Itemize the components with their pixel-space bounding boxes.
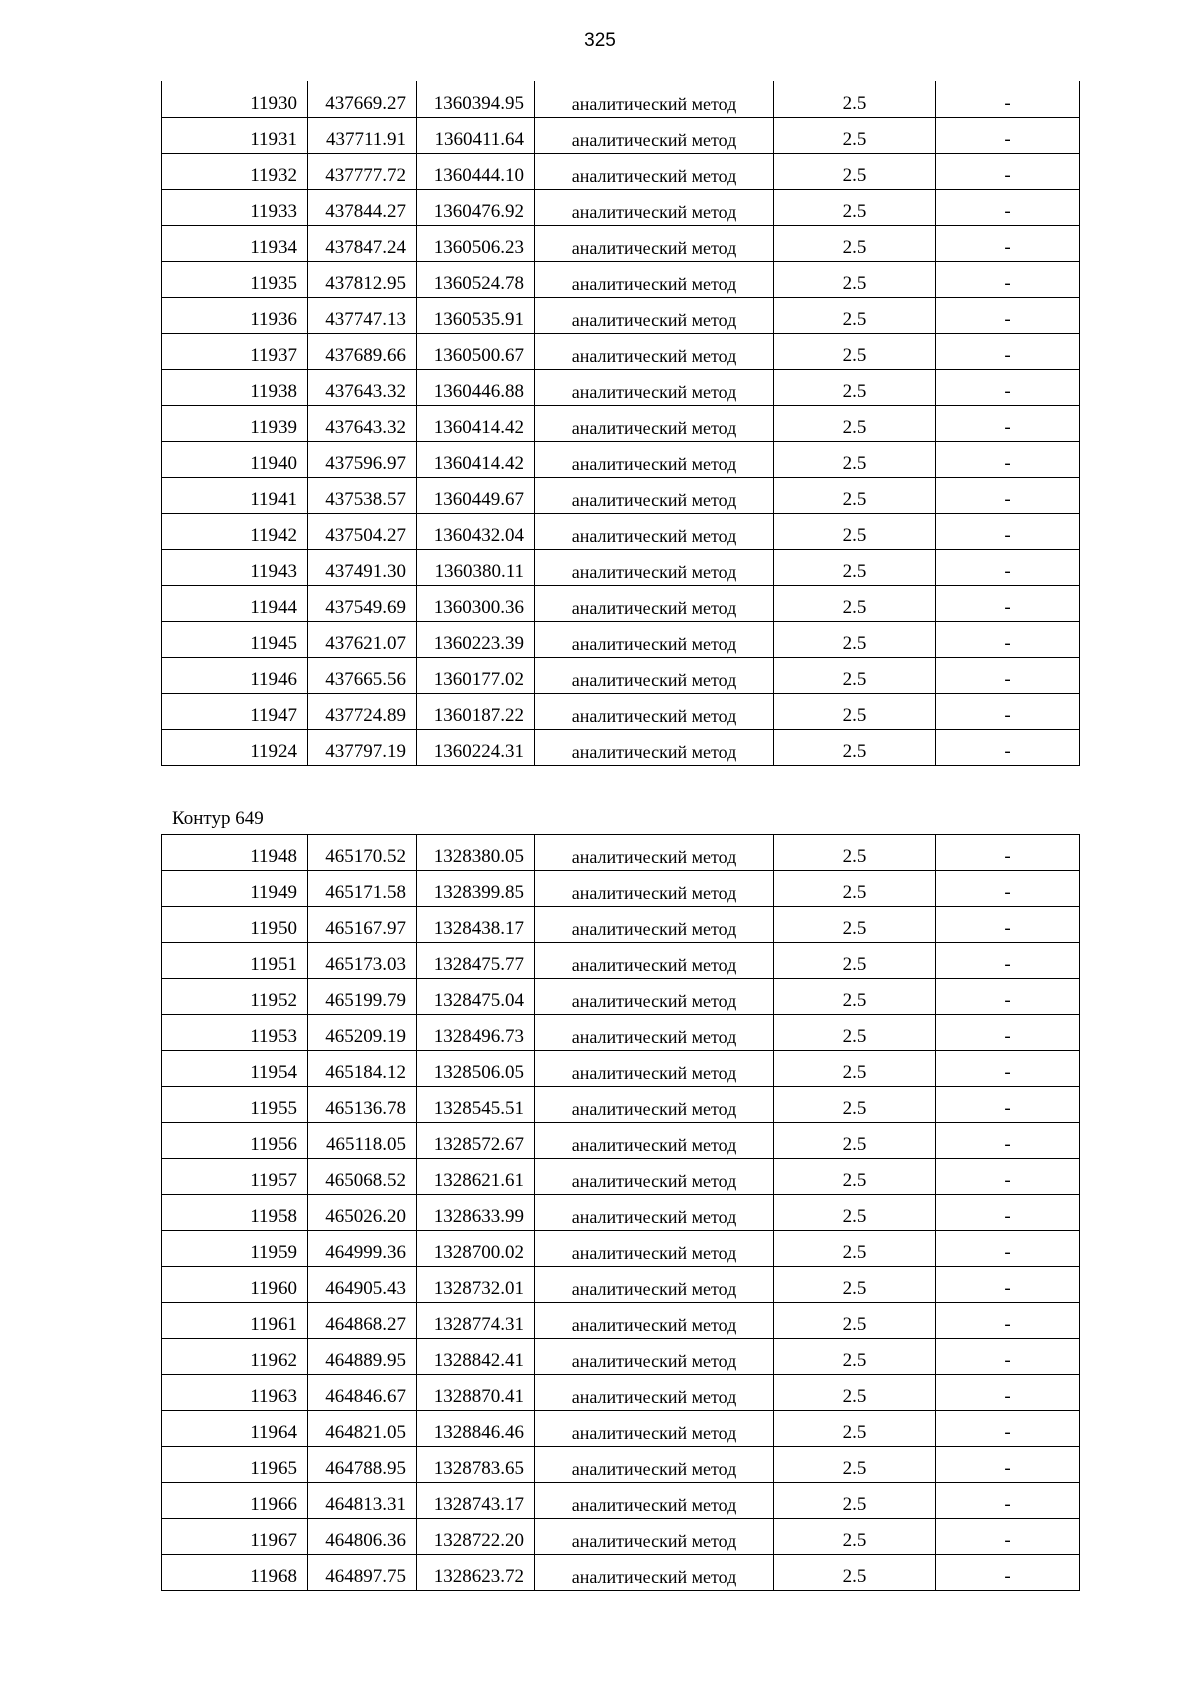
description-cell: -	[936, 943, 1080, 979]
table-row	[162, 1411, 1080, 1447]
table-row	[162, 333, 1080, 369]
x-coordinate-cell: 465118.05	[308, 1123, 417, 1159]
table-row	[162, 1447, 1080, 1483]
point-number-cell: 11938	[162, 369, 308, 405]
table-row	[162, 117, 1080, 153]
y-coordinate-cell: 1360394.95	[417, 81, 535, 117]
x-coordinate-cell: 437747.13	[308, 297, 417, 333]
x-coordinate-cell: 437724.89	[308, 693, 417, 729]
method-cell: аналитический метод	[535, 297, 774, 333]
accuracy-cell: 2.5	[774, 1015, 936, 1051]
y-coordinate-cell: 1360476.92	[417, 189, 535, 225]
y-coordinate-cell: 1328496.73	[417, 1015, 535, 1051]
y-coordinate-cell: 1328623.72	[417, 1555, 535, 1591]
description-cell: -	[936, 549, 1080, 585]
accuracy-cell: 2.5	[774, 1051, 936, 1087]
x-coordinate-cell: 437504.27	[308, 513, 417, 549]
description-cell: -	[936, 1123, 1080, 1159]
accuracy-cell: 2.5	[774, 1375, 936, 1411]
method-cell: аналитический метод	[535, 979, 774, 1015]
point-number-cell: 11956	[162, 1123, 308, 1159]
accuracy-cell: 2.5	[774, 1483, 936, 1519]
y-coordinate-cell: 1360411.64	[417, 117, 535, 153]
accuracy-cell: 2.5	[774, 585, 936, 621]
method-cell: аналитический метод	[535, 1483, 774, 1519]
point-number-cell: 11964	[162, 1411, 308, 1447]
accuracy-cell: 2.5	[774, 621, 936, 657]
x-coordinate-cell: 464821.05	[308, 1411, 417, 1447]
accuracy-cell: 2.5	[774, 189, 936, 225]
table-row	[162, 1375, 1080, 1411]
x-coordinate-cell: 437777.72	[308, 153, 417, 189]
description-cell: -	[936, 1231, 1080, 1267]
method-cell: аналитический метод	[535, 729, 774, 765]
y-coordinate-cell: 1360506.23	[417, 225, 535, 261]
point-number-cell: 11941	[162, 477, 308, 513]
table-row	[162, 369, 1080, 405]
point-number-cell: 11943	[162, 549, 308, 585]
description-cell: -	[936, 693, 1080, 729]
y-coordinate-cell: 1360414.42	[417, 441, 535, 477]
y-coordinate-cell: 1360524.78	[417, 261, 535, 297]
x-coordinate-cell: 437538.57	[308, 477, 417, 513]
point-number-cell: 11960	[162, 1267, 308, 1303]
y-coordinate-cell: 1328732.01	[417, 1267, 535, 1303]
accuracy-cell: 2.5	[774, 907, 936, 943]
description-cell: -	[936, 907, 1080, 943]
table-row	[162, 441, 1080, 477]
accuracy-cell: 2.5	[774, 297, 936, 333]
method-cell: аналитический метод	[535, 1159, 774, 1195]
description-cell: -	[936, 1303, 1080, 1339]
y-coordinate-cell: 1360446.88	[417, 369, 535, 405]
y-coordinate-cell: 1360224.31	[417, 729, 535, 765]
point-number-cell: 11954	[162, 1051, 308, 1087]
description-cell: -	[936, 333, 1080, 369]
y-coordinate-cell: 1328399.85	[417, 871, 535, 907]
y-coordinate-cell: 1328506.05	[417, 1051, 535, 1087]
accuracy-cell: 2.5	[774, 1447, 936, 1483]
method-cell: аналитический метод	[535, 117, 774, 153]
method-cell: аналитический метод	[535, 1087, 774, 1123]
description-cell: -	[936, 1519, 1080, 1555]
table-row	[162, 1015, 1080, 1051]
description-cell: -	[936, 1339, 1080, 1375]
accuracy-cell: 2.5	[774, 871, 936, 907]
table-row	[162, 1123, 1080, 1159]
description-cell: -	[936, 835, 1080, 871]
description-cell: -	[936, 729, 1080, 765]
point-number-cell: 11940	[162, 441, 308, 477]
method-cell: аналитический метод	[535, 1519, 774, 1555]
point-number-cell: 11924	[162, 729, 308, 765]
x-coordinate-cell: 437643.32	[308, 405, 417, 441]
point-number-cell: 11945	[162, 621, 308, 657]
table-row	[162, 585, 1080, 621]
description-cell: -	[936, 261, 1080, 297]
point-number-cell: 11948	[162, 835, 308, 871]
y-coordinate-cell: 1328621.61	[417, 1159, 535, 1195]
table-row	[162, 1303, 1080, 1339]
table-row	[162, 1483, 1080, 1519]
point-number-cell: 11949	[162, 871, 308, 907]
description-cell: -	[936, 1195, 1080, 1231]
x-coordinate-cell: 464813.31	[308, 1483, 417, 1519]
coordinates-table-contour-649	[161, 834, 1080, 1591]
y-coordinate-cell: 1328774.31	[417, 1303, 535, 1339]
method-cell: аналитический метод	[535, 1015, 774, 1051]
method-cell: аналитический метод	[535, 333, 774, 369]
table-row	[162, 693, 1080, 729]
method-cell: аналитический метод	[535, 81, 774, 117]
x-coordinate-cell: 465199.79	[308, 979, 417, 1015]
x-coordinate-cell: 437491.30	[308, 549, 417, 585]
description-cell: -	[936, 1051, 1080, 1087]
method-cell: аналитический метод	[535, 1447, 774, 1483]
point-number-cell: 11958	[162, 1195, 308, 1231]
x-coordinate-cell: 465167.97	[308, 907, 417, 943]
table-row	[162, 189, 1080, 225]
method-cell: аналитический метод	[535, 441, 774, 477]
point-number-cell: 11933	[162, 189, 308, 225]
table-row	[162, 907, 1080, 943]
y-coordinate-cell: 1360414.42	[417, 405, 535, 441]
x-coordinate-cell: 464999.36	[308, 1231, 417, 1267]
accuracy-cell: 2.5	[774, 693, 936, 729]
point-number-cell: 11963	[162, 1375, 308, 1411]
x-coordinate-cell: 437665.56	[308, 657, 417, 693]
x-coordinate-cell: 437669.27	[308, 81, 417, 117]
table-row	[162, 1339, 1080, 1375]
y-coordinate-cell: 1328700.02	[417, 1231, 535, 1267]
x-coordinate-cell: 465136.78	[308, 1087, 417, 1123]
y-coordinate-cell: 1328572.67	[417, 1123, 535, 1159]
x-coordinate-cell: 465068.52	[308, 1159, 417, 1195]
accuracy-cell: 2.5	[774, 117, 936, 153]
table-row	[162, 477, 1080, 513]
description-cell: -	[936, 1015, 1080, 1051]
description-cell: -	[936, 657, 1080, 693]
table-row	[162, 513, 1080, 549]
method-cell: аналитический метод	[535, 871, 774, 907]
accuracy-cell: 2.5	[774, 1555, 936, 1591]
method-cell: аналитический метод	[535, 907, 774, 943]
description-cell: -	[936, 153, 1080, 189]
point-number-cell: 11946	[162, 657, 308, 693]
coordinates-table-continued	[161, 81, 1080, 766]
description-cell: -	[936, 871, 1080, 907]
accuracy-cell: 2.5	[774, 549, 936, 585]
accuracy-cell: 2.5	[774, 729, 936, 765]
accuracy-cell: 2.5	[774, 81, 936, 117]
table-row	[162, 1159, 1080, 1195]
x-coordinate-cell: 464806.36	[308, 1519, 417, 1555]
table-row	[162, 1195, 1080, 1231]
accuracy-cell: 2.5	[774, 153, 936, 189]
accuracy-cell: 2.5	[774, 441, 936, 477]
table-row	[162, 1519, 1080, 1555]
x-coordinate-cell: 437549.69	[308, 585, 417, 621]
description-cell: -	[936, 1267, 1080, 1303]
description-cell: -	[936, 1483, 1080, 1519]
point-number-cell: 11930	[162, 81, 308, 117]
point-number-cell: 11962	[162, 1339, 308, 1375]
accuracy-cell: 2.5	[774, 513, 936, 549]
description-cell: -	[936, 1555, 1080, 1591]
point-number-cell: 11931	[162, 117, 308, 153]
description-cell: -	[936, 513, 1080, 549]
x-coordinate-cell: 464905.43	[308, 1267, 417, 1303]
accuracy-cell: 2.5	[774, 1267, 936, 1303]
point-number-cell: 11942	[162, 513, 308, 549]
method-cell: аналитический метод	[535, 1123, 774, 1159]
point-number-cell: 11934	[162, 225, 308, 261]
x-coordinate-cell: 437711.91	[308, 117, 417, 153]
table-row	[162, 1087, 1080, 1123]
x-coordinate-cell: 464889.95	[308, 1339, 417, 1375]
method-cell: аналитический метод	[535, 549, 774, 585]
description-cell: -	[936, 297, 1080, 333]
point-number-cell: 11950	[162, 907, 308, 943]
description-cell: -	[936, 1447, 1080, 1483]
description-cell: -	[936, 117, 1080, 153]
x-coordinate-cell: 437812.95	[308, 261, 417, 297]
accuracy-cell: 2.5	[774, 405, 936, 441]
description-cell: -	[936, 979, 1080, 1015]
description-cell: -	[936, 1087, 1080, 1123]
accuracy-cell: 2.5	[774, 1087, 936, 1123]
table-row	[162, 225, 1080, 261]
description-cell: -	[936, 441, 1080, 477]
accuracy-cell: 2.5	[774, 333, 936, 369]
x-coordinate-cell: 465173.03	[308, 943, 417, 979]
y-coordinate-cell: 1328380.05	[417, 835, 535, 871]
point-number-cell: 11959	[162, 1231, 308, 1267]
point-number-cell: 11955	[162, 1087, 308, 1123]
table-row	[162, 1555, 1080, 1591]
x-coordinate-cell: 465170.52	[308, 835, 417, 871]
x-coordinate-cell: 465171.58	[308, 871, 417, 907]
point-number-cell: 11952	[162, 979, 308, 1015]
x-coordinate-cell: 464788.95	[308, 1447, 417, 1483]
description-cell: -	[936, 1159, 1080, 1195]
accuracy-cell: 2.5	[774, 1123, 936, 1159]
point-number-cell: 11939	[162, 405, 308, 441]
y-coordinate-cell: 1328842.41	[417, 1339, 535, 1375]
accuracy-cell: 2.5	[774, 261, 936, 297]
table-row	[162, 261, 1080, 297]
y-coordinate-cell: 1328475.77	[417, 943, 535, 979]
y-coordinate-cell: 1328870.41	[417, 1375, 535, 1411]
accuracy-cell: 2.5	[774, 1195, 936, 1231]
y-coordinate-cell: 1360449.67	[417, 477, 535, 513]
table-row	[162, 297, 1080, 333]
point-number-cell: 11968	[162, 1555, 308, 1591]
accuracy-cell: 2.5	[774, 979, 936, 1015]
accuracy-cell: 2.5	[774, 657, 936, 693]
method-cell: аналитический метод	[535, 225, 774, 261]
y-coordinate-cell: 1328722.20	[417, 1519, 535, 1555]
y-coordinate-cell: 1360223.39	[417, 621, 535, 657]
method-cell: аналитический метод	[535, 153, 774, 189]
table-row	[162, 1051, 1080, 1087]
x-coordinate-cell: 465026.20	[308, 1195, 417, 1231]
y-coordinate-cell: 1328633.99	[417, 1195, 535, 1231]
description-cell: -	[936, 621, 1080, 657]
method-cell: аналитический метод	[535, 1411, 774, 1447]
method-cell: аналитический метод	[535, 1231, 774, 1267]
y-coordinate-cell: 1360444.10	[417, 153, 535, 189]
accuracy-cell: 2.5	[774, 477, 936, 513]
contour-label: Контур 649	[172, 808, 264, 829]
accuracy-cell: 2.5	[774, 1231, 936, 1267]
description-cell: -	[936, 585, 1080, 621]
description-cell: -	[936, 189, 1080, 225]
y-coordinate-cell: 1360177.02	[417, 657, 535, 693]
table-row	[162, 405, 1080, 441]
method-cell: аналитический метод	[535, 1339, 774, 1375]
x-coordinate-cell: 465184.12	[308, 1051, 417, 1087]
table-row	[162, 943, 1080, 979]
table-row	[162, 621, 1080, 657]
description-cell: -	[936, 81, 1080, 117]
accuracy-cell: 2.5	[774, 1519, 936, 1555]
table-row	[162, 835, 1080, 871]
x-coordinate-cell: 464846.67	[308, 1375, 417, 1411]
table-row	[162, 871, 1080, 907]
x-coordinate-cell: 437847.24	[308, 225, 417, 261]
method-cell: аналитический метод	[535, 1051, 774, 1087]
y-coordinate-cell: 1328545.51	[417, 1087, 535, 1123]
y-coordinate-cell: 1360187.22	[417, 693, 535, 729]
method-cell: аналитический метод	[535, 621, 774, 657]
y-coordinate-cell: 1360535.91	[417, 297, 535, 333]
accuracy-cell: 2.5	[774, 369, 936, 405]
x-coordinate-cell: 437689.66	[308, 333, 417, 369]
accuracy-cell: 2.5	[774, 1339, 936, 1375]
y-coordinate-cell: 1328846.46	[417, 1411, 535, 1447]
x-coordinate-cell: 437643.32	[308, 369, 417, 405]
y-coordinate-cell: 1328743.17	[417, 1483, 535, 1519]
point-number-cell: 11965	[162, 1447, 308, 1483]
table-row	[162, 729, 1080, 765]
x-coordinate-cell: 437844.27	[308, 189, 417, 225]
description-cell: -	[936, 405, 1080, 441]
x-coordinate-cell: 465209.19	[308, 1015, 417, 1051]
y-coordinate-cell: 1360432.04	[417, 513, 535, 549]
page-number: 325	[584, 30, 616, 51]
x-coordinate-cell: 464897.75	[308, 1555, 417, 1591]
method-cell: аналитический метод	[535, 1555, 774, 1591]
method-cell: аналитический метод	[535, 405, 774, 441]
y-coordinate-cell: 1328438.17	[417, 907, 535, 943]
method-cell: аналитический метод	[535, 693, 774, 729]
description-cell: -	[936, 477, 1080, 513]
y-coordinate-cell: 1328475.04	[417, 979, 535, 1015]
method-cell: аналитический метод	[535, 657, 774, 693]
table-row	[162, 81, 1080, 117]
method-cell: аналитический метод	[535, 261, 774, 297]
table-row	[162, 549, 1080, 585]
point-number-cell: 11935	[162, 261, 308, 297]
table-row	[162, 657, 1080, 693]
point-number-cell: 11961	[162, 1303, 308, 1339]
method-cell: аналитический метод	[535, 943, 774, 979]
description-cell: -	[936, 369, 1080, 405]
accuracy-cell: 2.5	[774, 1303, 936, 1339]
point-number-cell: 11936	[162, 297, 308, 333]
point-number-cell: 11953	[162, 1015, 308, 1051]
point-number-cell: 11966	[162, 1483, 308, 1519]
method-cell: аналитический метод	[535, 189, 774, 225]
method-cell: аналитический метод	[535, 1267, 774, 1303]
table-row	[162, 153, 1080, 189]
method-cell: аналитический метод	[535, 835, 774, 871]
method-cell: аналитический метод	[535, 477, 774, 513]
accuracy-cell: 2.5	[774, 225, 936, 261]
y-coordinate-cell: 1360380.11	[417, 549, 535, 585]
x-coordinate-cell: 437596.97	[308, 441, 417, 477]
accuracy-cell: 2.5	[774, 1411, 936, 1447]
table-row	[162, 1267, 1080, 1303]
point-number-cell: 11944	[162, 585, 308, 621]
method-cell: аналитический метод	[535, 585, 774, 621]
point-number-cell: 11937	[162, 333, 308, 369]
accuracy-cell: 2.5	[774, 1159, 936, 1195]
y-coordinate-cell: 1360300.36	[417, 585, 535, 621]
point-number-cell: 11951	[162, 943, 308, 979]
point-number-cell: 11957	[162, 1159, 308, 1195]
x-coordinate-cell: 464868.27	[308, 1303, 417, 1339]
method-cell: аналитический метод	[535, 1375, 774, 1411]
method-cell: аналитический метод	[535, 1195, 774, 1231]
point-number-cell: 11967	[162, 1519, 308, 1555]
description-cell: -	[936, 225, 1080, 261]
table-row	[162, 979, 1080, 1015]
method-cell: аналитический метод	[535, 369, 774, 405]
accuracy-cell: 2.5	[774, 835, 936, 871]
table-row	[162, 1231, 1080, 1267]
description-cell: -	[936, 1375, 1080, 1411]
accuracy-cell: 2.5	[774, 943, 936, 979]
method-cell: аналитический метод	[535, 513, 774, 549]
x-coordinate-cell: 437797.19	[308, 729, 417, 765]
y-coordinate-cell: 1360500.67	[417, 333, 535, 369]
x-coordinate-cell: 437621.07	[308, 621, 417, 657]
point-number-cell: 11947	[162, 693, 308, 729]
method-cell: аналитический метод	[535, 1303, 774, 1339]
description-cell: -	[936, 1411, 1080, 1447]
y-coordinate-cell: 1328783.65	[417, 1447, 535, 1483]
point-number-cell: 11932	[162, 153, 308, 189]
